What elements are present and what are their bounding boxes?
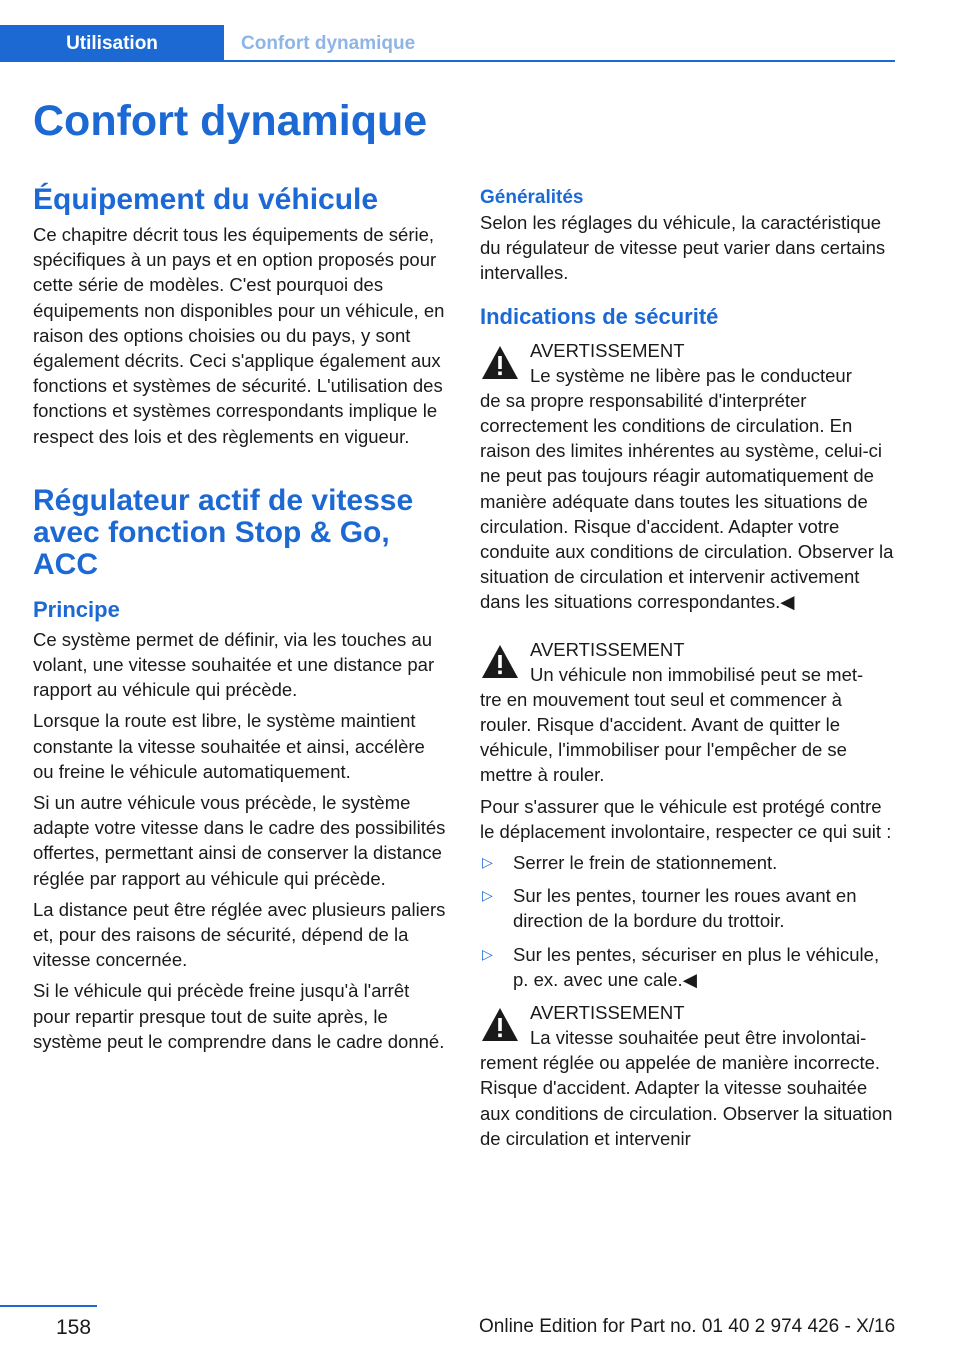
list-intro: Pour s'assurer que le véhicule est protégé contre le déplacement involontaire, respecter ce qui suit : [480, 795, 892, 842]
page-title: Confort dynamique [33, 97, 428, 145]
left-column [33, 184, 448, 1060]
warning-text: tre en mouvement tout seul et commencer à rouler. Risque d'accident. Avant de quitter le véhicule, l'immobiliser pour l'empêcher de se mettre à rouler. [480, 688, 847, 786]
list-item: ▷ Sur les pentes, sécuriser en plus le véhicule, p. ex. avec une cale.◀ [482, 943, 880, 990]
equipement-text: Ce chapitre décrit tous les équipements de série, spécifiques à un pays et en option proposés pour cette série de modèles. C'est pourquoi des équipements non disponibles pour un véhicule, en raison des options choisies ou du pays, y sont également décrits. Ceci s'applique également aux fonctions et systèmes de sécurité. L'utilisation des fonctions et systèmes correspondants implique le respect des lois et des règlements en vigueur. [33, 224, 445, 447]
right-column [480, 186, 895, 1157]
warning-box [480, 1000, 895, 1151]
generalites-text: Selon les réglages du véhicule, la caractéristique du régulateur de vitesse peut varier dans certains intervalles. [480, 212, 886, 284]
bullet-triangle-icon: ▷ [482, 854, 493, 871]
heading-equipement: Équipement du véhicule [33, 183, 379, 216]
heading-acc: Régulateur actif de vitesse avec fonction Stop & Go, ACC [33, 483, 414, 581]
warning-triangle-icon [480, 344, 520, 382]
bullet-triangle-icon: ▷ [482, 945, 493, 962]
principe-paragraph: Ce système permet de définir, via les touches au volant, une vitesse souhaitée et une distance par rapport au véhicule qui précède. [33, 628, 435, 701]
warning-box [480, 637, 895, 788]
bullet-triangle-icon: ▷ [482, 887, 493, 904]
tab-confort-dynamique[interactable]: Confort dynamique [241, 32, 416, 54]
warning-text: La vitesse souhaitée peut être involontai- [530, 1027, 867, 1049]
principe-paragraph: Si un autre véhicule vous précède, le système adapte votre vitesse dans le cadre des possibilités offertes, permettant ainsi de conserver la distance réglée par rapport au véhicule qui précède. [33, 792, 446, 889]
principe-paragraph: La distance peut être réglée avec plusieurs paliers et, pour des raisons de sécurité, dépend de la vitesse concernée. [33, 898, 446, 971]
heading-generalites: Généralités [480, 187, 584, 208]
warning-text: rement réglée ou appelée de manière incorrecte. Risque d'accident. Adapter la vitesse souhaitée aux conditions de circulation. Observer la situation de circulation et intervenir [480, 1052, 893, 1149]
header-rule [0, 60, 895, 62]
warning-text: Un véhicule non immobilisé peut se met- [530, 663, 864, 685]
list-item: ▷ Serrer le frein de stationnement. [480, 850, 895, 875]
heading-principe: Principe [33, 596, 120, 622]
principe-paragraph: Lorsque la route est libre, le système maintient constante la vitesse souhaitée et ainsi, accélère ou freine le véhicule automatiquement. [33, 710, 425, 782]
footer-rule [0, 1305, 97, 1307]
page-number: 158 [56, 1316, 92, 1339]
warning-text: de sa propre responsabilité d'interpréter correctement les conditions de circulation. En raison des limites inhérentes au système, celui-ci ne peut pas toujours réagir automatiquement de manière adéquate dans toutes les situations de circulation. Risque d'accident. Adapter votre conduite aux conditions de circulation. Observer la situation de circulation et intervenir activement dans les situations correspondantes.◀ [480, 389, 894, 613]
warning-box [480, 338, 895, 615]
warning-label: AVERTISSEMENT [530, 339, 685, 361]
warning-label: AVERTISSEMENT [530, 1002, 685, 1024]
warning-triangle-icon [480, 643, 520, 681]
tab-utilisation[interactable]: Utilisation [0, 25, 224, 62]
warning-triangle-icon [480, 1006, 520, 1044]
edition-text: Online Edition for Part no. 01 40 2 974 426 - X/16 [479, 1316, 896, 1337]
heading-securite: Indications de sécurité [480, 303, 719, 329]
page-header [0, 25, 895, 62]
principe-paragraph: Si le véhicule qui précède freine jusqu'à l'arrêt pour repartir presque tout de suite après, le système peut le comprendre dans le cadre donné. [33, 980, 445, 1052]
bullet-list [480, 850, 895, 992]
list-item: ▷ Sur les pentes, tourner les roues avant en direction de la bordure du trottoir. [482, 885, 857, 932]
warning-label: AVERTISSEMENT [530, 638, 685, 660]
warning-text: Le système ne libère pas le conducteur [530, 364, 852, 386]
